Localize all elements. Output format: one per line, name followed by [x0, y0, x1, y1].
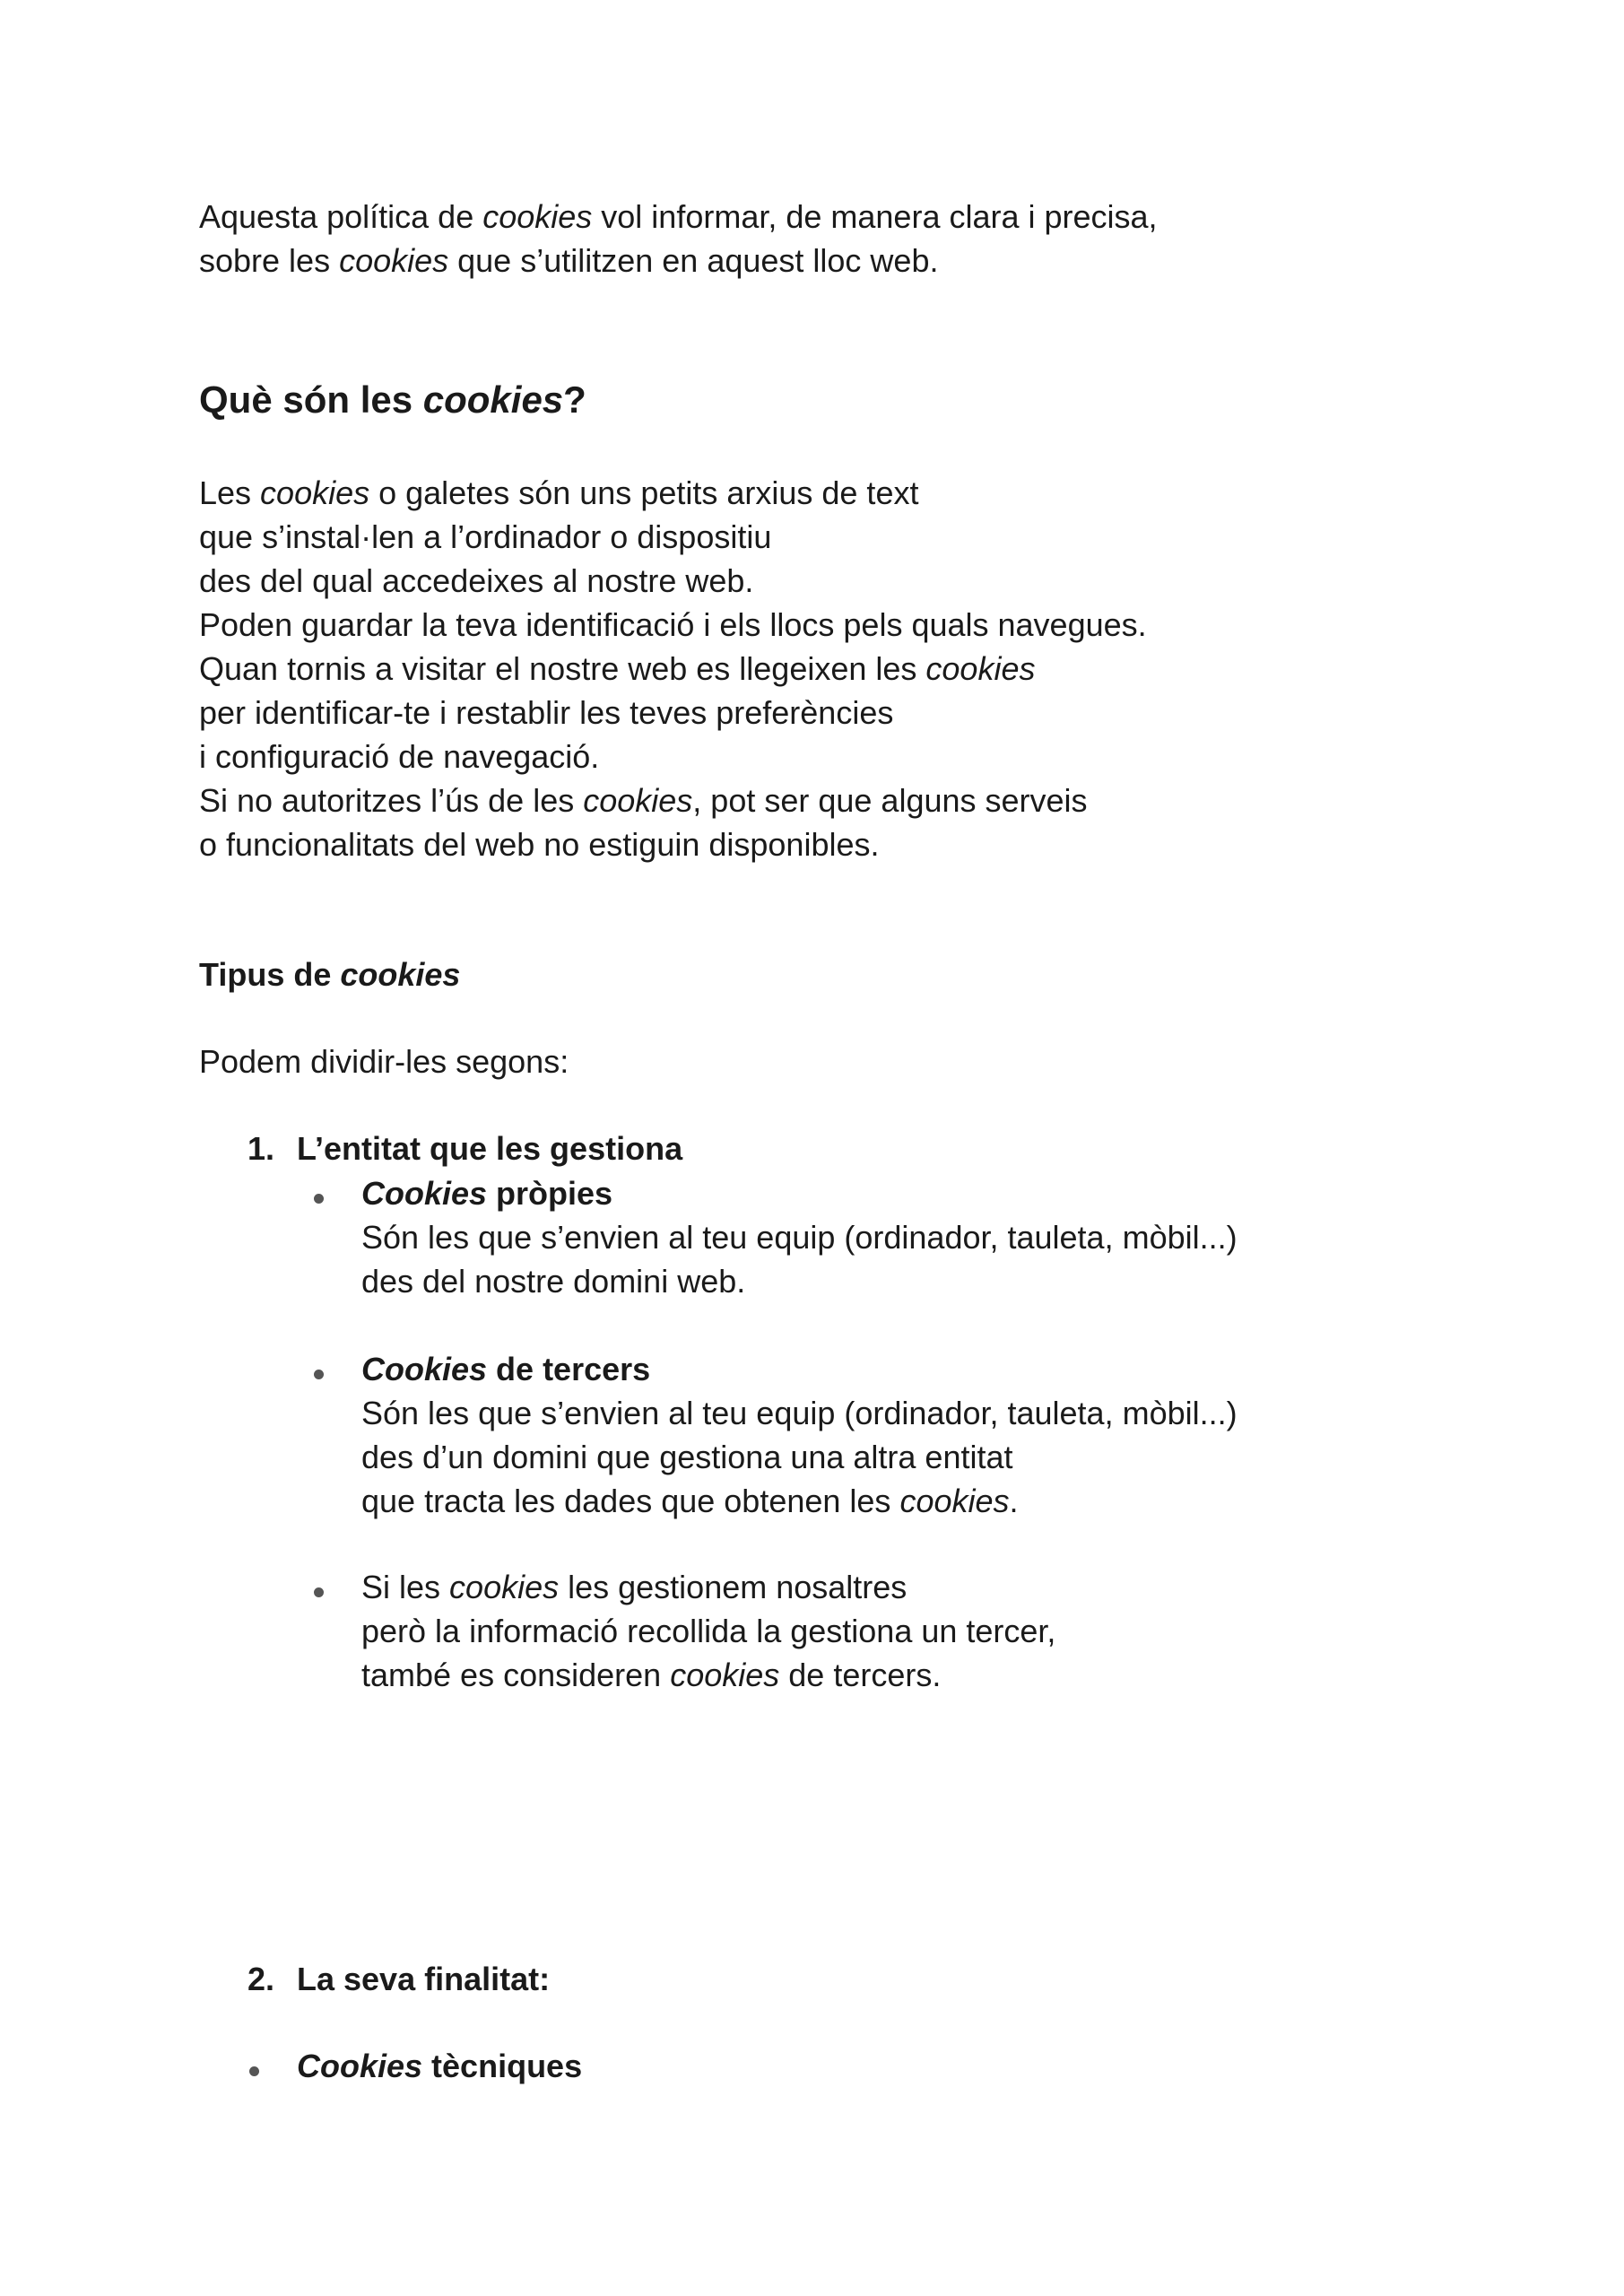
list-item-text: Són les que s’envien al teu equip (ordinador, tauleta, mòbil...)	[361, 1395, 1238, 1431]
section-heading-cookie-types: Tipus de cookies	[199, 956, 461, 993]
paragraph-line: Poden guardar la teva identificació i els llocs pels quals navegues.	[199, 606, 1147, 643]
list-item-title: Cookies de tercers	[361, 1351, 651, 1387]
section-heading-what-are-cookies: Què són les cookies?	[199, 378, 586, 421]
list-item-title: Cookies pròpies	[361, 1175, 613, 1212]
list-item-text: Són les que s’envien al teu equip (ordinador, tauleta, mòbil...)	[361, 1219, 1238, 1256]
list-number: 1.	[248, 1130, 275, 1167]
bullet-icon	[314, 1194, 324, 1204]
paragraph-line: o funcionalitats del web no estiguin disponibles.	[199, 826, 880, 863]
bullet-icon	[314, 1370, 324, 1379]
list-item-text: Si les cookies les gestionem nosaltres	[361, 1569, 908, 1605]
list-item-text: des d’un domini que gestiona una altra entitat	[361, 1439, 1013, 1475]
paragraph-line: per identificar-te i restablir les teves preferències	[199, 694, 894, 731]
list-item-label: La seva finalitat:	[297, 1961, 551, 1997]
list-item-text: però la informació recollida la gestiona un tercer,	[361, 1613, 1056, 1649]
list-item-text: des del nostre domini web.	[361, 1263, 746, 1300]
paragraph-line: Si no autoritzes l’ús de les cookies, pot ser que alguns serveis	[199, 782, 1088, 819]
paragraph-line: Quan tornis a visitar el nostre web es llegeixen les cookies	[199, 650, 1036, 687]
paragraph-line: des del qual accedeixes al nostre web.	[199, 562, 754, 599]
list-item-text: que tracta les dades que obtenen les cookies.	[361, 1483, 1019, 1519]
list-item-text: també es consideren cookies de tercers.	[361, 1657, 942, 1693]
list-item-label: L’entitat que les gestiona	[297, 1130, 683, 1167]
list-number: 2.	[248, 1961, 275, 1997]
paragraph-line: que s’instal·len a l’ordinador o dispositiu	[199, 518, 772, 555]
bullet-icon	[314, 1587, 324, 1597]
intro-line-1: Aquesta política de cookies vol informar, de manera clara i precisa,	[199, 198, 1158, 235]
bullet-icon	[249, 2066, 259, 2076]
paragraph-line: Les cookies o galetes són uns petits arxius de text	[199, 474, 919, 511]
paragraph-line: i configuració de navegació.	[199, 738, 600, 775]
paragraph-line: Podem dividir-les segons:	[199, 1043, 569, 1080]
list-item-title: Cookies tècniques	[297, 2048, 583, 2084]
intro-line-2: sobre les cookies que s’utilitzen en aquest lloc web.	[199, 242, 939, 279]
